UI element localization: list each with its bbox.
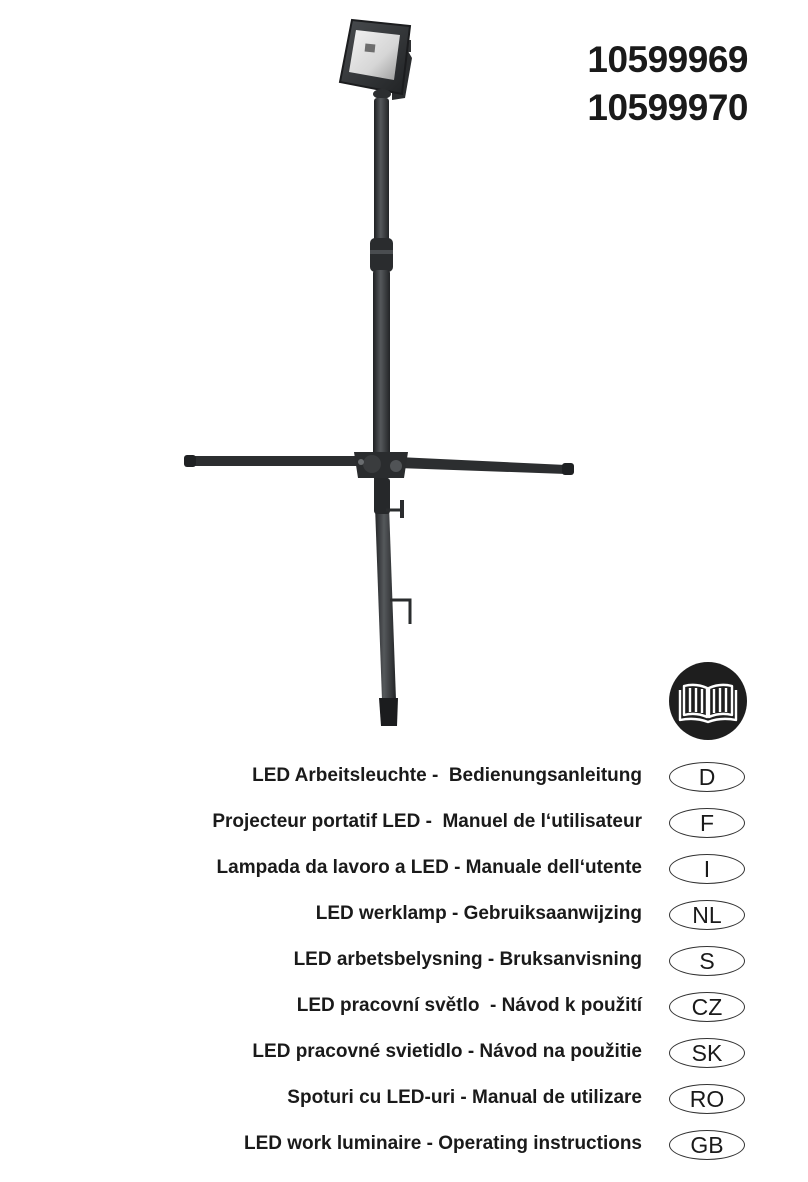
language-code-badge: CZ	[669, 992, 745, 1022]
language-title: Lampada da lavoro a LED - Manuale dell‘utente	[216, 857, 642, 878]
language-code-badge: SK	[669, 1038, 745, 1068]
language-title: LED pracovní světlo - Návod k použití	[296, 995, 642, 1016]
language-row-f	[0, 802, 808, 842]
language-row-d	[0, 756, 808, 796]
language-title: LED arbetsbelysning - Bruksanvisning	[293, 949, 642, 970]
language-title: LED work luminaire - Operating instructions	[244, 1133, 642, 1154]
language-code-badge: RO	[669, 1084, 745, 1114]
language-title: Projecteur portatif LED - Manuel de l‘utilisateur	[212, 811, 642, 832]
lamp-head	[340, 20, 410, 94]
language-row-gb	[0, 1124, 808, 1164]
language-row-cz	[0, 986, 808, 1026]
language-title: LED pracovné svietidlo - Návod na použitie	[252, 1041, 642, 1062]
language-code-badge: GB	[669, 1130, 745, 1160]
open-book-icon	[669, 662, 747, 740]
language-title: LED werklamp - Gebruiksaanwijzing	[315, 903, 642, 924]
language-code-badge: F	[669, 808, 745, 838]
language-row-ro	[0, 1078, 808, 1118]
language-code-badge: D	[669, 762, 745, 792]
language-row-i	[0, 848, 808, 888]
language-row-s	[0, 940, 808, 980]
language-title: Spoturi cu LED-uri - Manual de utilizare	[287, 1087, 642, 1108]
language-row-sk	[0, 1032, 808, 1072]
language-code-badge: I	[669, 854, 745, 884]
language-code-badge: S	[669, 946, 745, 976]
article-number-2: 10599970	[587, 87, 748, 128]
language-code-badge: NL	[669, 900, 745, 930]
article-number-1: 10599969	[587, 39, 748, 80]
language-title: LED Arbeitsleuchte - Bedienungsanleitung	[252, 765, 642, 786]
language-row-nl	[0, 894, 808, 934]
